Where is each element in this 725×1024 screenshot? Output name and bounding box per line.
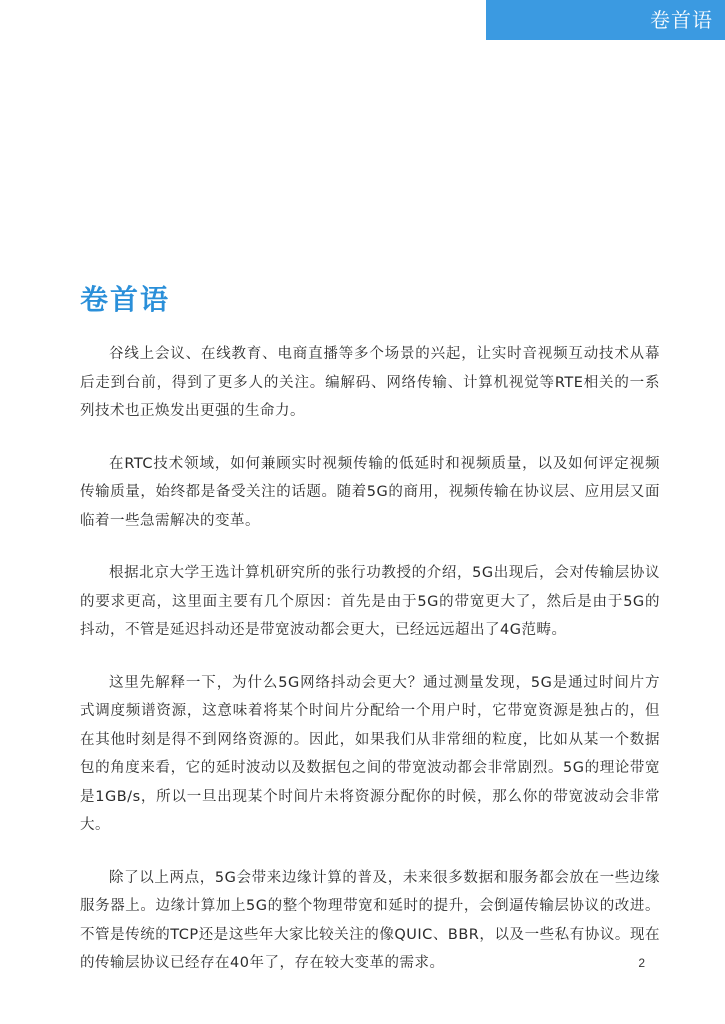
paragraph: 谷线上会议、在线教育、电商直播等多个场景的兴起，让实时音视频互动技术从幕后走到台前，得到了更多人的关注。编解码、网络传输、计算机视觉等RTE相关的一系列技术也正焕发出更强的生命力。 (80, 346, 660, 419)
paragraph: 除了以上两点，5G会带来边缘计算的普及，未来很多数据和服务都会放在一些边缘服务器上。边缘计算加上5G的整个物理带宽和延时的提升，会倒逼传输层协议的改进。不管是传统的TCP还是这些年大家比较关注的像QUIC、BBR，以及一些私有协议。现在的传输层协议已经存在40年了，存在较大变革的需求。 (80, 869, 660, 971)
paragraph: 在RTC技术领域，如何兼顾实时视频传输的低延时和视频质量，以及如何评定视频传输质量，始终都是备受关注的话题。随着5G的商用，视频传输在协议层、应用层又面临着一些急需解决的变革。 (80, 455, 660, 529)
article-body (80, 340, 660, 1002)
page-title: 卷首语 (80, 283, 171, 316)
section-header-tab: 卷首语 (486, 0, 725, 40)
paragraph: 这里先解释一下，为什么5G网络抖动会更大？通过测量发现，5G是通过时间片方式调度频谱资源，这意味着将某个时间片分配给一个用户时，它带宽资源是独占的，但在其他时刻是得不到网络资源的。因此，如果我们从非常细的粒度，比如从某一个数据包的角度来看，它的延时波动以及数据包之间的带宽波动都会非常剧烈。5G的理论带宽是1GB/s，所以一旦出现某个时间片未将资源分配你的时候，那么你的带宽波动会非常大。 (80, 674, 660, 833)
page-number: 2 (638, 956, 645, 970)
paragraph: 根据北京大学王选计算机研究所的张行功教授的介绍，5G出现后，会对传输层协议的要求更高，这里面主要有几个原因：首先是由于5G的带宽更大了，然后是由于5G的抖动，不管是延迟抖动还是带宽波动都会更大，已经远远超出了4G范畴。 (80, 565, 660, 638)
